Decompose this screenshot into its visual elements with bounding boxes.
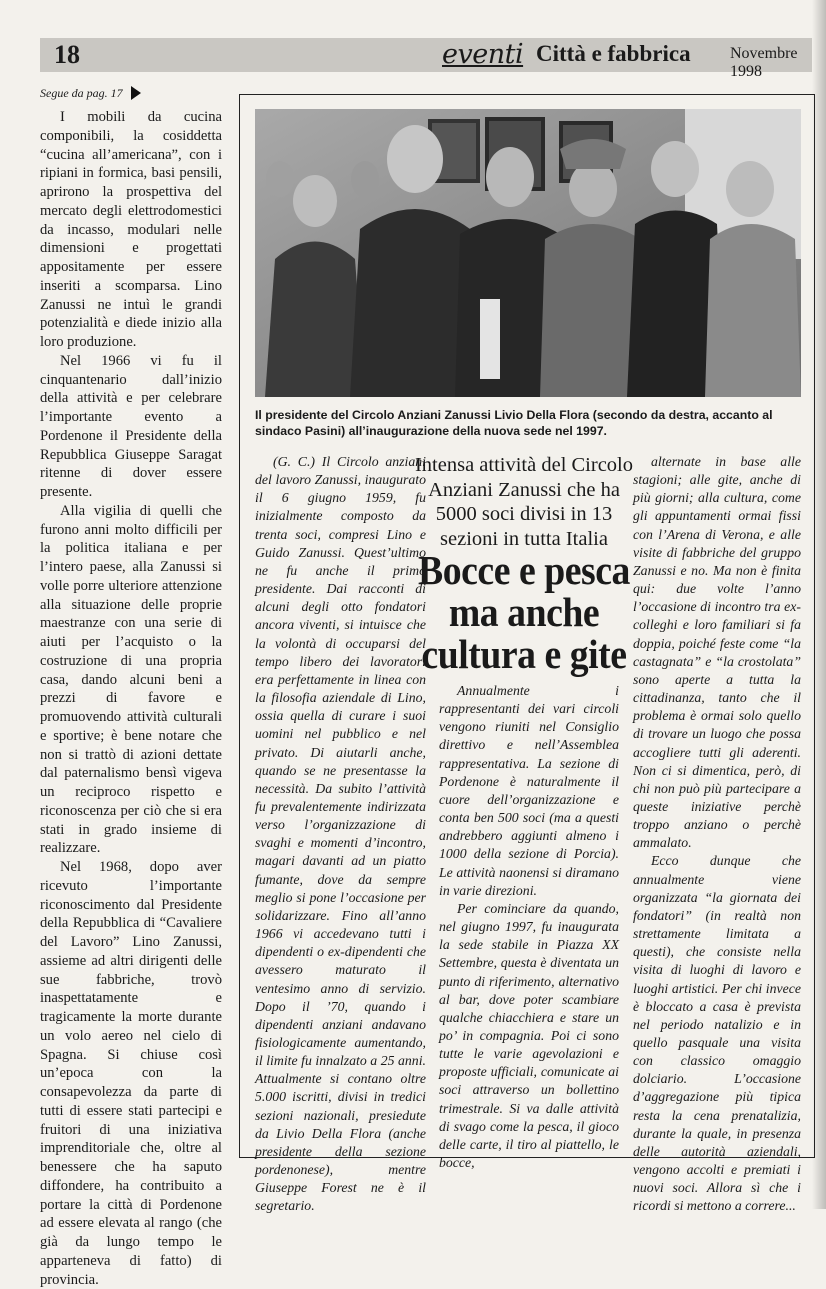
photo-caption: Il presidente del Circolo Anziani Zanussi Livio Della Flora (secondo da destra, accanto al sindaco Pasini) all’inaugurazione della nuova sede nel 1997.	[255, 408, 773, 438]
group-photo	[255, 109, 801, 397]
article-paragraph: (G. C.) Il Circolo anziani del lavoro Zanussi, inaugurato il 6 giugno 1959, fu inizialmente composto da trenta soci, compresi Lino e Guido Zanussi. Quest’ultimo ne fu anche il primo presidente. Dai racconti di alcuni degli otto fondatori ancora viventi, si intuisce che la volontà di occuparsi del tempo libero dei lavoratori era perfettamente in linea con la filosofia aziendale di Lino, ossia quella di curare i suoi uomini nel pubblico e nel privato. Di aiutarli anche, quando se ne presentasse la necessità. Da subito l’attività fu prevalentemente indirizzata verso l’organizzazione di svaghi e momenti d’incontro, magari davanti ad un piatto fumante, dove da sempre meglio si pone l’occasione per solidarizzare. Fino all’anno 1966 vi accedevano tutti i dipendenti o ex-dipendenti che avessero maturato il ventesimo anno di servizio. Dopo il ’70, quando i dipendenti anziani andavano fisiologicamente aumentando, il limite fu innalzato a 25 anni. Attualmente si contano oltre 5.000 iscritti, divisi in tredici sezioni nazionali, presiedute da Livio Della Flora (anche presidente della sezione pordenonese), mentre Giuseppe Forest ne è il segretario.	[255, 454, 426, 1214]
article-headline: Bocce e pesca ma anche cultura e gite	[418, 547, 630, 677]
arrow-right-icon	[131, 86, 141, 100]
left-paragraph: Nel 1968, dopo aver ricevuto l’importante riconoscimento dal Presidente della Repubblica di “Cavaliere del Lavoro” Lino Zanussi, assieme ad altri dirigenti delle sue fabbriche, trovò inaspettatamente e tragicamente la morte durante un volo aereo nel cielo di Spagna. Si chiuse così un’epoca con la consapevolezza da parte di tutti di essere stati partecipi e fruitori di una iniziativa imprenditoriale che, oltre al benessere che ha saputo diffondere, ha contribuito a portare la città di Pordenone ad essere elevata al rango (che già da lungo tempo le apparteneva di fatto) di provincia.	[40, 859, 222, 1288]
article-box	[239, 94, 815, 1214]
article-column-3	[633, 453, 801, 1216]
article-subhead: Intensa attività del Circolo Anziani Zanussi che ha 5000 soci divisi in 13 sezioni in tutta Italia	[414, 454, 634, 550]
section-title: Città e fabbrica	[536, 41, 691, 66]
left-column	[40, 86, 222, 1289]
article-column-1	[255, 453, 426, 1216]
issue-date: Novembre 1998	[730, 45, 798, 80]
article-paragraph: Ecco dunque che annualmente viene organizzata “la giornata dei fondatori” (in realtà non strettamente limitata a questi), che consiste nella visita di luoghi di lavoro e luoghi artistici. Per chi invece è bloccato a casa è prevista nel periodo natalizio e in quello pasquale una visita con classico omaggio dolciario. L’occasione d’aggregazione più tipica resta la cena prenatalizia, durante la quale, in presenza delle autorità aziendali, vengono accolti e premiati i nuovi soci. Allora sì che i ricordi si mettono a correre...	[633, 853, 801, 1214]
magazine-logo: eventi	[442, 39, 524, 70]
continued-from: Segue da pag. 17	[40, 86, 222, 101]
article-paragraph: Annualmente i rappresentanti dei vari circoli vengono riuniti nel Consiglio direttivo e nell’Assemblea rappresentativa. La sezione di Pordenone è naturalmente il cuore dell’organizzazione e conta ben 500 soci (ma a questi andrebbero aggiunti almeno i 1000 della sezione di Porcia). Le attività naonensi si diramano in varie direzioni.	[439, 683, 619, 898]
left-paragraph: I mobili da cucina componibili, la cosiddetta “cucina all’americana”, con i ripiani in formica, basi pensili, aprirono la prospettiva del mercato degli elettrodomestici da incasso, modulari nelle dimensioni e progettati appositamente per essere inseriti a scomparsa. Lino Zanussi ne intuì le grandi potenzialità e diede inizio alla loro produzione.	[40, 109, 222, 350]
article-paragraph: Per cominciare da quando, nel giugno 1997, fu inaugurata la sede stabile in Piazza XX Settembre, questa è diventata un punto di riferimento, alternativo al bar, dove poter scambiare qualche chiacchiera e stare un po’ in compagnia. Poi ci sono tutte le varie agevolazioni e proposte ufficiali, comunicate ai soci attraverso un bollettino trimestrale. Si va dalle attività di svago come la pesca, il gioco delle carte, il tiro al piattello, le bocce,	[439, 900, 619, 1171]
article-column-2	[439, 682, 619, 1172]
article-paragraph: alternate in base alle stagioni; alle gite, anche di più giorni; alla cultura, come gli appuntamenti ormai fissi con l’Arena di Verona, e alle visite di fabbriche del gruppo Zanussi e no. Ma non è finita qui: due volte l’anno l’occasione di incontro tra ex-colleghi e loro familiari si fa doppia, poiché feste come “la castagnata” e “la crostolata” sono aperte a tutta la cittadinanza, tanto che il problema è ormai solo quello di trovare un luogo che possa accogliere tutti gli aderenti. Non ci si dimentica, però, di chi non può più partecipare a queste iniziative perchè troppo anziano o perchè ammalato.	[633, 454, 801, 851]
left-paragraph: Alla vigilia di quelli che furono anni molto difficili per la politica italiana e per l’intero paese, alla Zanussi si volle porre ulteriore attenzione alla situazione delle proprie maestranze con una serie di aiuti per l’acquisto o la costruzione di una propria casa, dando alcuni beni a prezzi di favore e promuovendo attività culturali e sportive; è bene notare che non si trattò di azioni dettate dal paternalismo bensì vigeva un reciproco rispetto e riconoscenza per ciò che si era stati in grado insieme di realizzare.	[40, 502, 222, 857]
left-paragraph: Nel 1966 vi fu il cinquantenario dall’inizio della attività e per celebrare l’importante evento a Pordenone il Presidente della Repubblica Giuseppe Saragat ritenne di dover essere presente.	[40, 352, 222, 500]
page-number: 18	[54, 40, 80, 69]
page-header	[40, 38, 812, 80]
